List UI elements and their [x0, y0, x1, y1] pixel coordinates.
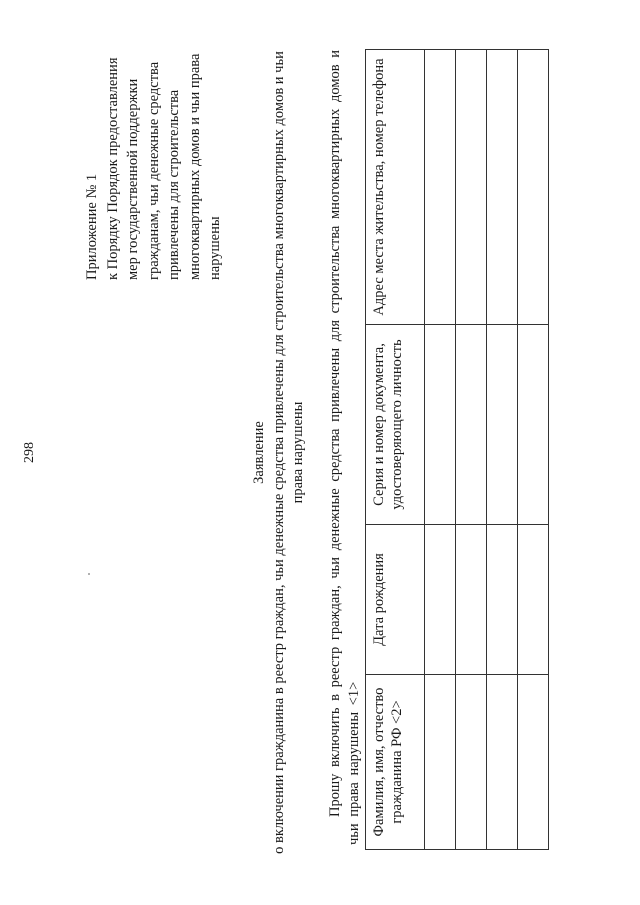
- table-cell: [518, 525, 549, 675]
- request-paragraph: Прошу включить в реестр граждан, чьи денежные средства привлечены для строительства многоквартирных домов и чьи права нарушены <1>: [327, 50, 362, 845]
- header-full-name: Фамилия, имя, отчество гражданина РФ <2>: [366, 675, 425, 850]
- table-cell: [518, 50, 549, 325]
- table-row: [518, 50, 549, 850]
- header-address-phone: Адрес места жительства, номер телефона: [366, 50, 425, 325]
- table-cell: [518, 325, 549, 525]
- appendix-title: Приложение № 1: [84, 173, 100, 280]
- table-cell: [425, 325, 456, 525]
- table-cell: [456, 525, 487, 675]
- table-cell: [518, 675, 549, 850]
- scan-speck: [88, 573, 90, 575]
- document-title: Заявление: [251, 421, 267, 484]
- table-cell: [456, 675, 487, 850]
- header-id-document: Серия и номер документа, удостоверяющего личность: [366, 325, 425, 525]
- table-cell: [487, 325, 518, 525]
- table-header-row: [366, 50, 425, 850]
- header-birth-date: Дата рождения: [366, 525, 425, 675]
- table-cell: [456, 50, 487, 325]
- table-row: [425, 50, 456, 850]
- citizens-table: [365, 49, 549, 850]
- table-row: [456, 50, 487, 850]
- table-cell: [487, 675, 518, 850]
- table-cell: [456, 325, 487, 525]
- appendix-body: к Порядку Порядок предоставления мер государственной поддержки гражданам, чьи денежные средства привлечены для строительства многоквартирных домов и чьи права нарушены: [104, 53, 223, 280]
- table-cell: [487, 525, 518, 675]
- table-cell: [425, 675, 456, 850]
- table-cell: [425, 50, 456, 325]
- page-number: 298: [22, 442, 37, 463]
- table-row: [487, 50, 518, 850]
- document-subtitle: о включении гражданина в реестр граждан, чьи денежные средства привлечены для строительства многоквартирных домов и чьи права нарушены: [271, 51, 306, 854]
- table-cell: [425, 525, 456, 675]
- appendix-block: [82, 40, 226, 280]
- table-cell: [487, 50, 518, 325]
